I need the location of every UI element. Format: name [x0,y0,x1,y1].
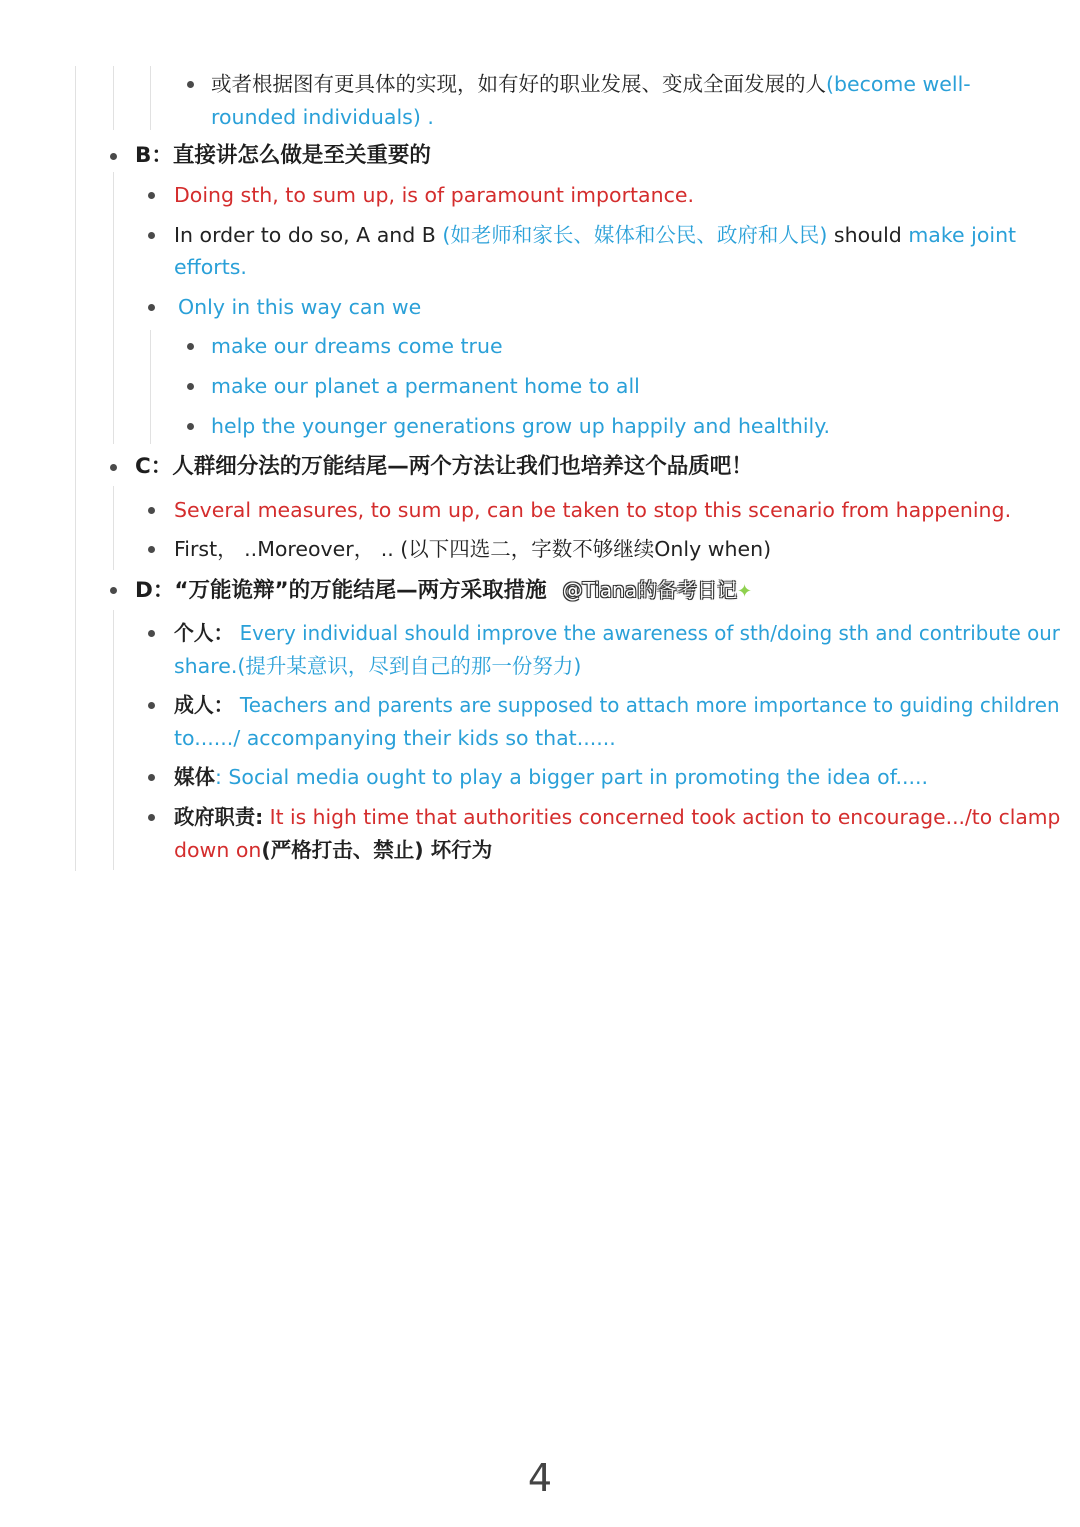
outline-guide-line-inner-d [113,610,114,870]
item-text-part: down on [174,838,262,862]
bullet-icon [110,587,117,594]
item-label: 成人： [174,693,234,717]
page-number: 4 [527,1456,553,1500]
list-item [174,495,1011,525]
list-item: Doing sth, to sum up, is of paramount importance. [174,183,695,207]
bullet-icon [148,630,155,637]
item-text-part: (严格打击、禁止) 坏行为 [261,838,493,862]
sub-list-item: make our dreams come true [211,334,503,358]
item-text-part: make joint [908,223,1017,247]
list-item [174,618,1060,648]
list-item-text-cont: rounded individuals) . [211,105,434,129]
item-text-part: In order to do so, A and B [174,223,443,247]
item-text-part: (如老师和家长、媒体和公民、政府和人民) [442,223,828,247]
bullet-icon [187,343,194,350]
bullet-icon [148,774,155,781]
list-item-cont [174,835,492,865]
item-text-part: can be taken to stop this scenario from happening. [487,498,1012,522]
bullet-icon [110,464,117,471]
bullet-icon [110,153,117,160]
item-text-part: Several measures, to sum up, [174,498,487,522]
list-item-cont [174,651,581,681]
list-item-cont: efforts. [174,255,247,279]
list-item [174,690,1060,720]
bullet-icon [148,232,155,239]
bullet-icon [148,507,155,514]
section-d-heading-row [135,575,752,607]
outline-guide-line-sub-a [150,66,151,130]
list-item-text [211,69,971,99]
section-b-heading: B：直接讲怎么做是至关重要的 [135,143,431,168]
item-text-part: should [827,223,909,247]
item-text-part: Every individual should improve the awareness of sth/doing sth and contribute our [233,621,1060,645]
list-item [174,802,1060,832]
bullet-icon [148,814,155,821]
outline-guide-line-sub-b [150,330,151,444]
outline-guide-line-outer [75,66,76,871]
watermark-text: @Tiana的备考日记 [562,578,737,602]
section-c-heading: C：人群细分法的万能结尾—两个方法让我们也培养这个品质吧！ [135,454,753,479]
sub-list-item: make our planet a permanent home to all [211,374,640,398]
list-item-cont: to....../ accompanying their kids so that...... [174,726,616,750]
item-text-part: It is high time that authorities concerned took action to encourage.../to clamp [263,805,1061,829]
item-en-text: (become well- [826,72,971,96]
bullet-icon [148,702,155,709]
item-label: 媒体 [174,765,215,789]
sub-list-item: help the younger generations grow up happily and healthily. [211,414,830,438]
outline-guide-line-inner-a [113,66,114,130]
item-label: 政府职责: [174,805,264,829]
section-d-heading: D：“万能诡辩”的万能结尾—两方采取措施 [135,578,547,603]
item-label: 个人： [174,621,234,645]
outline-guide-line-inner-c [113,486,114,570]
list-item [174,220,1016,250]
outline-guide-line-inner-b [113,172,114,444]
item-text-part: (提升某意识，尽到自己的那一份努力) [237,654,582,678]
list-item: First， ..Moreover， .. (以下四选二，字数不够继续Only when) [174,537,772,561]
bullet-icon [187,383,194,390]
sparkle-icon: ✦ [736,581,753,602]
item-text-part: share. [174,654,238,678]
bullet-icon [148,304,155,311]
bullet-icon [187,81,194,88]
list-item [174,762,928,792]
bullet-icon [148,546,155,553]
item-text-part: : Social media ought to play a bigger part in promoting the idea of..... [215,765,929,789]
item-cn-text: 或者根据图有更具体的实现，如有好的职业发展、变成全面发展的人 [211,72,826,96]
bullet-icon [187,423,194,430]
item-text-part: children [973,693,1060,717]
list-item: Only in this way can we [178,295,422,319]
item-text-part: Teachers and parents are supposed to attach more importance to guiding [233,693,974,717]
bullet-icon [148,192,155,199]
